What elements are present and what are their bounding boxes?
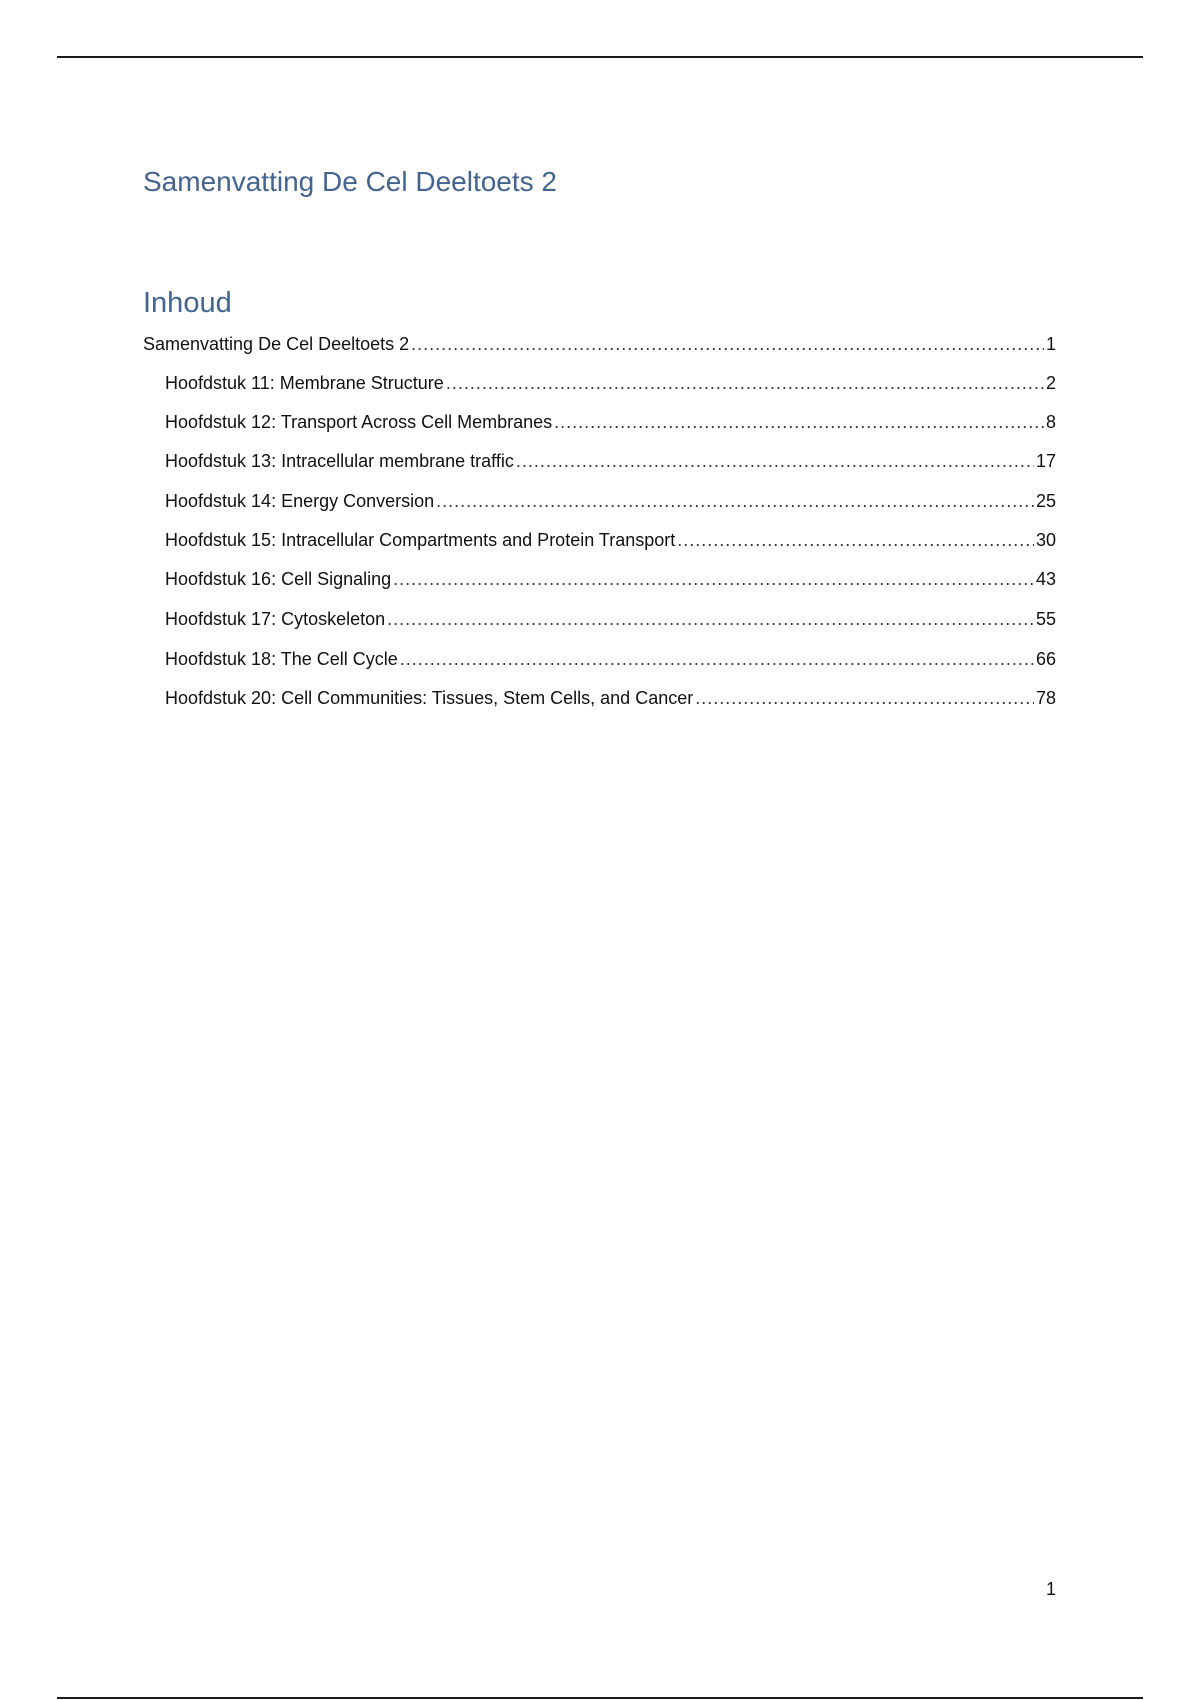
toc-dot-leader [554, 411, 1044, 433]
toc-dot-leader [387, 608, 1034, 630]
toc-entry-label: Samenvatting De Cel Deeltoets 2 [143, 334, 410, 354]
toc-dot-leader [400, 648, 1034, 670]
toc-entry[interactable] [165, 687, 1056, 709]
document-title: Samenvatting De Cel Deeltoets 2 [143, 166, 557, 197]
toc-entry[interactable] [165, 372, 1056, 394]
toc-entry-label: Hoofdstuk 15: Intracellular Compartments and Protein Transport [165, 530, 676, 550]
toc-entry-label: Hoofdstuk 18: The Cell Cycle [165, 649, 398, 669]
toc-entry-page: 78 [1035, 688, 1056, 708]
toc-entry-page: 30 [1035, 530, 1056, 550]
toc-entry-label: Hoofdstuk 11: Membrane Structure [165, 373, 444, 393]
toc-entry-page: 8 [1045, 412, 1056, 432]
toc-entry[interactable] [165, 568, 1056, 590]
toc-entry-page: 17 [1035, 451, 1056, 471]
top-rule [57, 56, 1143, 58]
toc-entry[interactable] [165, 648, 1056, 670]
toc-entry-page: 2 [1045, 373, 1056, 393]
toc-entry-page: 25 [1035, 491, 1056, 511]
page-number: 1 [1045, 1579, 1056, 1599]
toc-dot-leader [516, 450, 1034, 472]
toc-dot-leader [695, 687, 1034, 709]
toc-entry-label: Hoofdstuk 13: Intracellular membrane traffic [165, 451, 514, 471]
toc-entry-page: 55 [1035, 609, 1056, 629]
toc-entry-label: Hoofdstuk 20: Cell Communities: Tissues, Stem Cells, and Cancer [165, 688, 694, 708]
toc-entry[interactable] [165, 529, 1056, 551]
toc-entry[interactable] [165, 490, 1056, 512]
toc-entry-label: Hoofdstuk 17: Cytoskeleton [165, 609, 386, 629]
toc-entry-page: 66 [1035, 649, 1056, 669]
toc-dot-leader [436, 490, 1034, 512]
toc-dot-leader [411, 333, 1044, 355]
toc-entry[interactable] [165, 608, 1056, 630]
toc-entry-label: Hoofdstuk 14: Energy Conversion [165, 491, 435, 511]
toc-entry-page: 43 [1035, 569, 1056, 589]
toc-dot-leader [393, 568, 1034, 590]
toc-entry-label: Hoofdstuk 12: Transport Across Cell Membranes [165, 412, 553, 432]
toc-entry[interactable] [165, 411, 1056, 433]
toc-entry-label: Hoofdstuk 16: Cell Signaling [165, 569, 392, 589]
toc-entry-page: 1 [1045, 334, 1056, 354]
toc-entry[interactable] [165, 450, 1056, 472]
toc-dot-leader [677, 529, 1034, 551]
toc-dot-leader [446, 372, 1044, 394]
bottom-rule [57, 1697, 1143, 1699]
toc-heading: Inhoud [143, 287, 232, 319]
toc-entry[interactable] [143, 333, 1056, 355]
